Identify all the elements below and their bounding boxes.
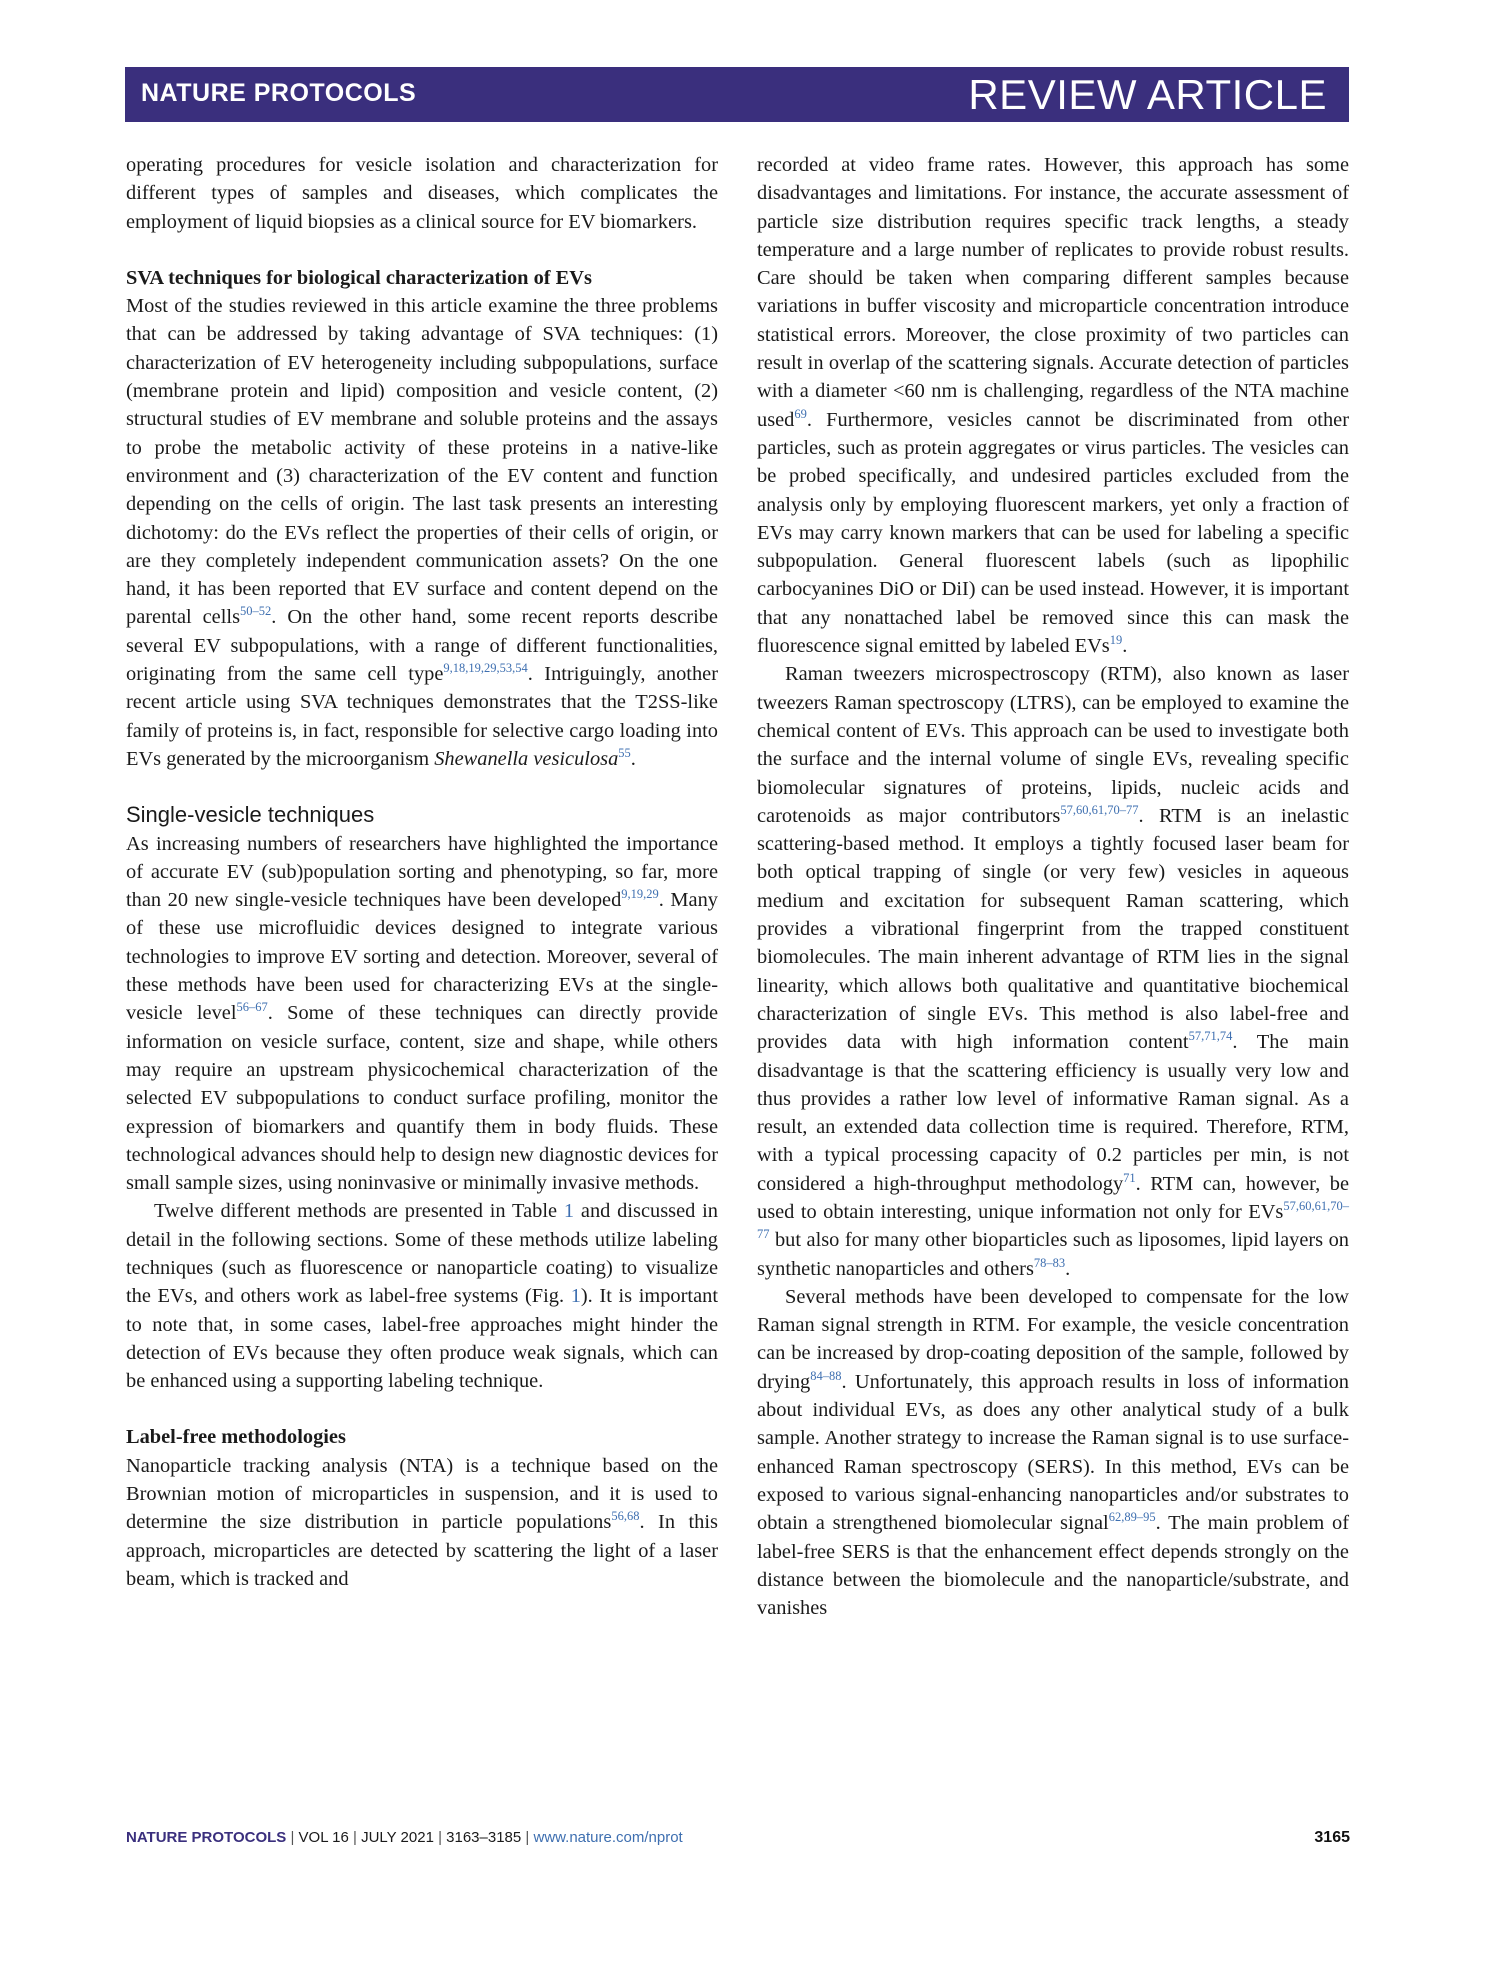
page-number: 3165: [1314, 1829, 1350, 1846]
section-heading: SVA techniques for biological characterization of EVs: [126, 266, 592, 289]
page-footer: NATURE PROTOCOLS | VOL 16 | JULY 2021 | 3163–3185 | www.nature.com/nprot 3165: [126, 1829, 1350, 1846]
footer-pages: 3163–3185: [446, 1829, 522, 1846]
citation-link[interactable]: 56–67: [236, 1000, 268, 1015]
paragraph: Twelve different methods are presented in Table 1 and discussed in detail in the following sections. Some of these methods utilize labeling techniques (such as fluorescence or nanoparticle coating) to visualize the EVs, and others work as label-free systems (Fig. 1). It is important to note that, in some cases, label-free approaches might hinder the detection of EVs because they often produce weak signals, which can be enhanced using a supporting labeling technique.: [126, 1200, 718, 1393]
citation-link[interactable]: 71: [1123, 1170, 1136, 1185]
citation-link[interactable]: 55: [618, 746, 631, 761]
header-banner: [125, 67, 1349, 122]
footer-url-link[interactable]: www.nature.com/nprot: [533, 1829, 683, 1846]
section-heading: Label-free methodologies: [126, 1426, 346, 1449]
article-type: REVIEW ARTICLE: [968, 71, 1327, 118]
paragraph: Raman tweezers microspectroscopy (RTM), also known as laser tweezers Raman spectroscopy (LTRS), can be employed to examine the chemical content of EVs. This approach can be used to investigate both the surface and the internal volume of single EVs, revealing specific biomolecular signatures of proteins, lipids, nucleic acids and carotenoids as major contributors$^{57,60,61,70-77}$. RTM is an inelastic scattering-based method. It employs a tightly focused laser beam for both optical trapping of single (or very few) vesicles in aqueous medium and excitation for subsequent Raman scattering, which provides a vibrational fingerprint from the trapped constituent biomolecules. The main inherent advantage of RTM lies in the signal linearity, which allows both qualitative and quantitative biochemical characterization of single EVs. This method is also label-free and provides data with high information content$^{57,71,74}$. The main disadvantage is that the scattering efficiency is usually very low and thus provides a rather low level of informative Raman signal. As a result, an extended data collection time is required. Therefore, RTM, with a typical processing capacity of 0.2 particles per min, is not considered a high-throughput methodology$^{71}$. RTM can, however, be used to obtain interesting, unique information not only for EVs$^{57,60,61,70-77}$ but also for many other bioparticles such as liposomes, lipid layers on synthetic nanoparticles and others$^{78-83}$.: [757, 663, 1349, 1280]
paragraph: Several methods have been developed to compensate for the low Raman signal strength in RTM. For example, the vesicle concentration can be increased by drop-coating deposition of the sample, followed by drying$^{84-88}$. Unfortunately, this approach results in loss of information about individual EVs, as does any other analytical study of a bulk sample. Another strategy to increase the Raman signal is to use surface-enhanced Raman spectroscopy (SERS). In this method, EVs can be exposed to various signal-enhancing nanoparticles and/or substrates to obtain a strengthened biomolecular signal$^{62,89-95}$. The main problem of label-free SERS is that the enhancement effect depends strongly on the distance between the biomolecule and the nanoparticle/substrate, and vanishes: [757, 1285, 1349, 1620]
left-column: [126, 151, 718, 1593]
citation-link[interactable]: 19: [1109, 633, 1123, 648]
citation-link[interactable]: 69: [794, 406, 807, 421]
citation-link[interactable]: 57,71,74: [1188, 1029, 1233, 1044]
right-column: [757, 151, 1349, 1622]
citation-link[interactable]: 9,18,19,29,53,54: [443, 661, 528, 676]
citation-link[interactable]: 78–83: [1033, 1255, 1066, 1270]
citation-link[interactable]: 50–52: [240, 604, 272, 619]
paragraph: operating procedures for vesicle isolation and characterization for different types of samples and diseases, which complicates the employment of liquid biopsies as a clinical source for EV biomarkers.: [126, 154, 718, 233]
footer-date: JULY 2021: [361, 1829, 434, 1846]
citation-link[interactable]: 62,89–95: [1108, 1510, 1156, 1525]
citation-link[interactable]: 57,60,61,70–77: [1060, 803, 1139, 818]
figure-link[interactable]: 1: [570, 1285, 581, 1308]
paragraph: Nanoparticle tracking analysis (NTA) is a technique based on the Brownian motion of microparticles in suspension, and it is used to determine the size distribution in particle populations$^{56,68}$. In this approach, microparticles are detected by scattering the light of a laser beam, which is tracked and: [126, 1454, 718, 1590]
journal-name: NATURE PROTOCOLS: [141, 79, 417, 107]
section-heading: Single-vesicle techniques: [126, 802, 375, 828]
citation-link[interactable]: 9,19,29: [621, 887, 659, 902]
table-link[interactable]: 1: [563, 1200, 575, 1223]
footer-volume: VOL 16: [298, 1829, 349, 1846]
citation-link[interactable]: 57,60,61,70–77: [757, 1199, 1349, 1242]
citation-link[interactable]: 84–88: [810, 1368, 842, 1383]
citation-link[interactable]: 56,68: [611, 1509, 640, 1524]
paragraph: Most of the studies reviewed in this article examine the three problems that can be addressed by taking advantage of SVA techniques: (1) characterization of EV heterogeneity including subpopulations, surface (membrane protein and lipid) composition and vesicle content, (2) structural studies of EV membrane and soluble proteins and the assays to probe the metabolic activity of these proteins in a native-like environment and (3) characterization of the EV content and function depending on the cells of origin. The last task presents an interesting dichotomy: do the EVs reflect the properties of their cells of origin, or are they completely independent communication assets? On the one hand, it has been reported that EV surface and content depend on the parental cells$^{50-52}$. On the other hand, some recent reports describe several EV subpopulations, with a range of different functionalities, originating from the same cell type$^{9,18,19,29,53,54}$. Intriguingly, another recent article using SVA techniques demonstrates that the T2SS-like family of proteins is, in fact, responsible for selective cargo loading into EVs generated by the microorganism Shewanella vesiculosa$^{55}$.: [126, 295, 719, 770]
paragraph: As increasing numbers of researchers have highlighted the importance of accurate EV (sub)population sorting and phenotyping, so far, more than 20 new single-vesicle techniques have been developed$^{9,19,29}$. Many of these use microfluidic devices designed to integrate various technologies to improve EV sorting and detection. Moreover, several of these methods have been used for characterizing EVs at the single-vesicle level$^{56-67}$. Some of these techniques can directly provide information on vesicle surface, content, size and shape, while others may require an upstream physicochemical characterization of the selected EV subpopulations to conduct surface profiling, monitor the expression of biomarkers and quantify them in body fluids. These technological advances should help to design new diagnostic devices for small sample sizes, using noninvasive or minimally invasive methods.: [126, 832, 718, 1195]
footer-journal: NATURE PROTOCOLS: [126, 1829, 287, 1846]
paragraph: recorded at video frame rates. However, this approach has some disadvantages and limitations. For instance, the accurate assessment of particle size distribution requires specific track lengths, a steady temperature and a large number of replicates to provide robust results. Care should be taken when comparing different samples because variations in buffer viscosity and microparticle concentration introduce statistical errors. Moreover, the close proximity of two particles can result in overlap of the scattering signals. Accurate detection of particles with a diameter <60 nm is challenging, regardless of the NTA machine used$^{69}$. Furthermore, vesicles cannot be discriminated from other particles, such as protein aggregates or virus particles. The vesicles can be probed specifically, and undesired particles excluded from the analysis only by employing fluorescent markers, yet only a fraction of EVs may carry known markers that can be used for labeling a specific subpopulation. General fluorescent labels (such as lipophilic carbocyanines DiO or DiI) can be used instead. However, it is important that any nonattached label be removed since this can mask the fluorescence signal emitted by labeled EVs$^{19}$.: [757, 154, 1349, 658]
